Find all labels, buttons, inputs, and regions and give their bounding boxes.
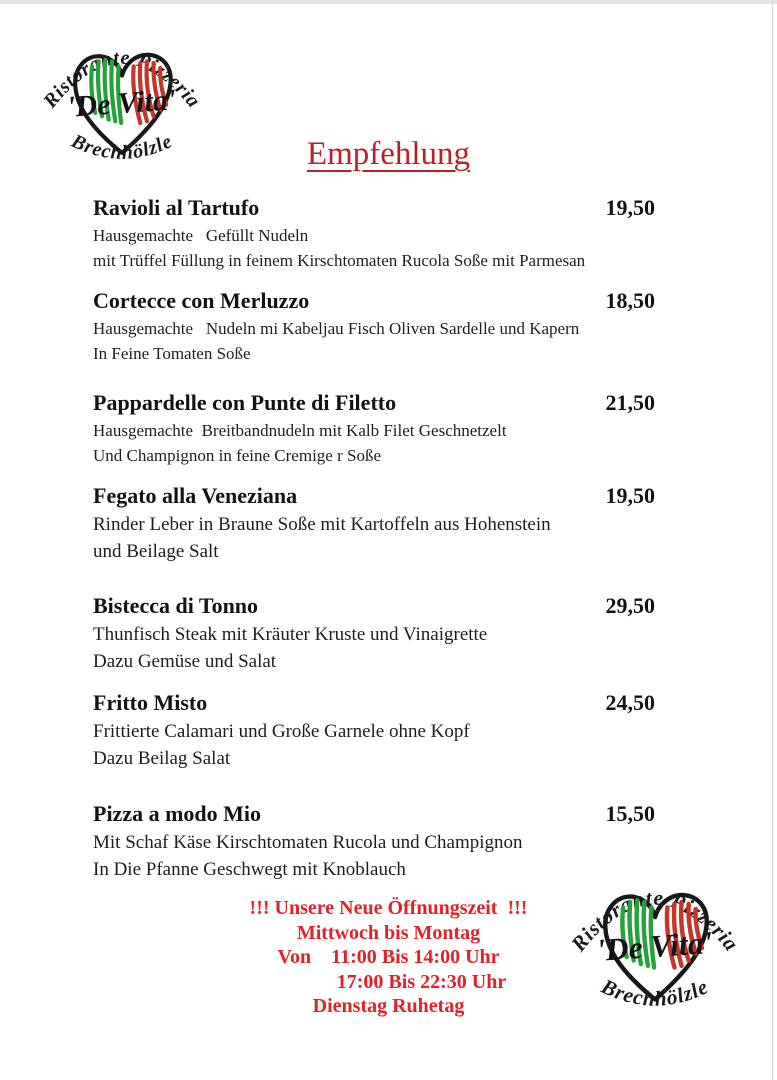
dish-description-line-1: Hausgemachte Gefüllt Nudeln	[93, 226, 309, 245]
dish-description-line-2: mit Trüffel Füllung in feinem Kirschtomaten Rucola Soße mit Parmesan	[93, 251, 586, 270]
dish-description-line-2: Dazu Gemüse und Salat	[93, 651, 277, 672]
dish-description-line-2: und Beilage Salt	[93, 541, 219, 562]
opening-hours-line: Mittwoch bis Montag	[296, 921, 481, 944]
dish-name: Bistecca di Tonno	[93, 593, 259, 618]
opening-hours-line: !!! Unsere Neue Öffnungszeit !!!	[249, 897, 528, 919]
svg-text:Brechhölzle	[597, 974, 712, 1011]
dish-description-line-1: Frittierte Calamari und Große Garnele ohne Kopf	[93, 721, 470, 742]
restaurant-logo-footer	[552, 856, 758, 1026]
menu-item	[93, 688, 655, 772]
menu-item	[93, 286, 655, 366]
dish-name: Fegato alla Veneziana	[93, 483, 298, 508]
logo-arc-bottom-text: Brechhölzle	[597, 974, 713, 1011]
dish-description-line-1: Hausgemachte Nudeln mi Kabeljau Fisch Oliven Sardelle und Kapern	[93, 319, 580, 338]
dish-description-line-2: Und Champignon in feine Cremige r Soße	[93, 446, 382, 465]
dish-name: Ravioli al Tartufo	[93, 195, 260, 220]
heart-logo-icon	[552, 856, 758, 1026]
menu-item	[93, 193, 655, 273]
dish-description-line-2: Dazu Beilag Salat	[93, 748, 231, 769]
dish-price: 24,50	[605, 690, 655, 715]
page-title: Empfehlung	[306, 136, 471, 172]
menu-item	[93, 591, 655, 675]
dish-price: 21,50	[605, 390, 655, 415]
logo-arc-top-text: Ristorante Pizzeria	[566, 885, 744, 956]
dish-description-line-2: In Feine Tomaten Soße	[93, 344, 251, 363]
dish-price: 29,50	[605, 593, 655, 618]
dish-description-line-1: Mit Schaf Käse Kirschtomaten Rucola und Champignon	[93, 832, 523, 853]
logo-name-text: 'De Vita'	[595, 924, 714, 968]
dish-name: Pappardelle con Punte di Filetto	[93, 390, 397, 415]
menu-item	[93, 481, 655, 565]
opening-hours-line: 17:00 Bis 22:30 Uhr	[336, 970, 507, 993]
opening-hours-line: Von 11:00 Bis 14:00 Uhr	[277, 946, 500, 968]
logo-arc-bottom-text: Brechhölzle	[68, 130, 177, 165]
dish-name: Cortecce con Merluzzo	[93, 288, 310, 313]
dish-price: 19,50	[605, 483, 655, 508]
opening-hours-line: Dienstag Ruhetag	[312, 995, 465, 1017]
dish-name: Pizza a modo Mio	[93, 801, 262, 826]
dish-description-line-1: Thunfisch Steak mit Kräuter Kruste und Vinaigrette	[93, 624, 488, 645]
dish-price: 19,50	[605, 195, 655, 220]
dish-description-line-1: Hausgemachte Breitbandnudeln mit Kalb Filet Geschnetzelt	[93, 421, 507, 440]
logo-arc-top-text: Ristorante Pizzeria	[39, 46, 205, 113]
menu-list	[93, 193, 655, 896]
menu-item	[93, 388, 655, 468]
dish-price: 18,50	[605, 288, 655, 313]
logo-name-text: 'De Vita'	[65, 83, 178, 124]
dish-description-line-2: In Die Pfanne Geschwegt mit Knoblauch	[93, 859, 406, 880]
dish-description-line-1: Rinder Leber in Braune Soße mit Kartoffeln aus Hohenstein	[93, 514, 551, 535]
dish-price: 15,50	[605, 801, 655, 826]
dish-name: Fritto Misto	[93, 690, 208, 715]
